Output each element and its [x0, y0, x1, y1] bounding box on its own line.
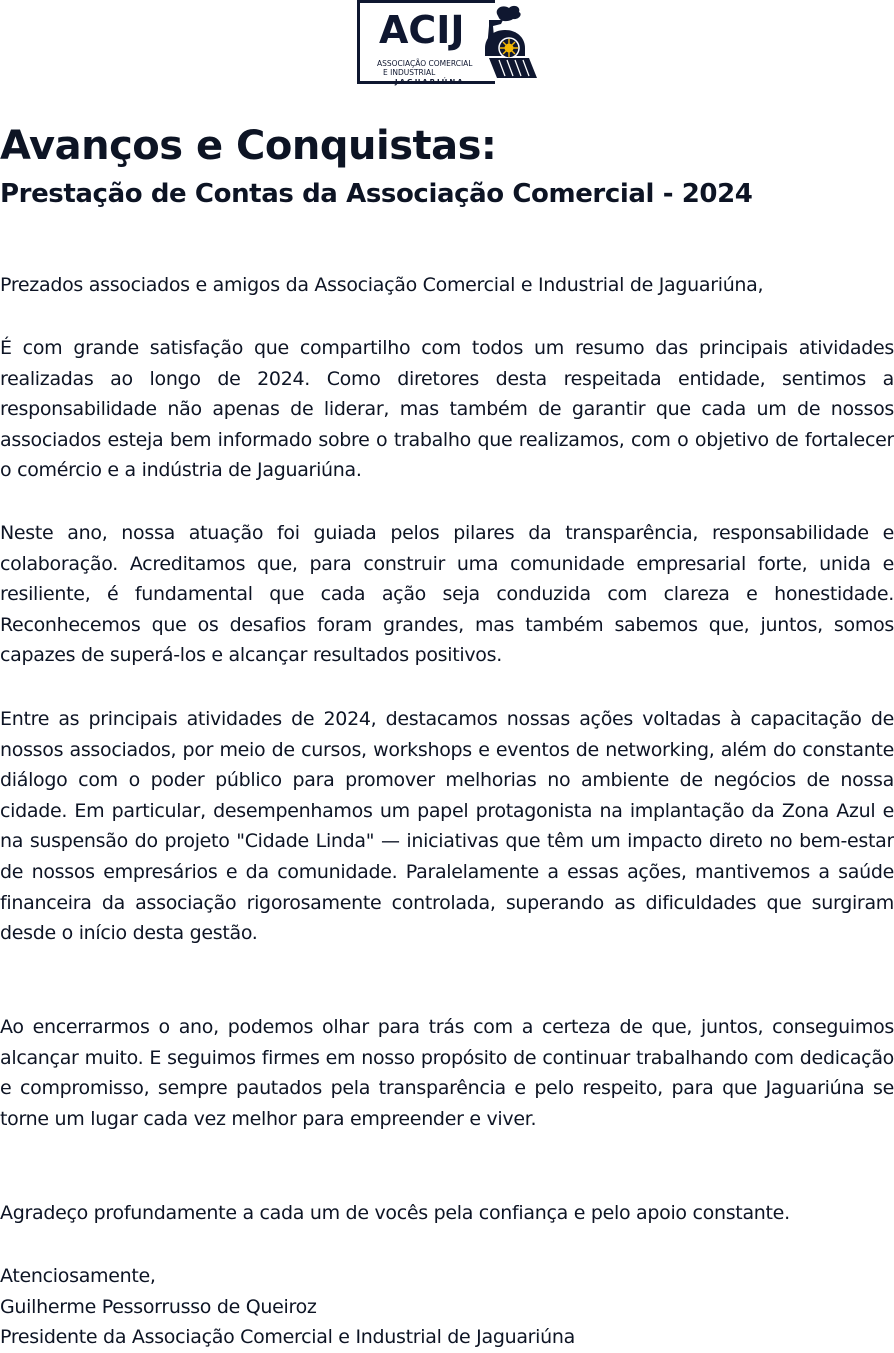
paragraph-2: Neste ano, nossa atuação foi guiada pelos pilares da transparência, responsabilidade e colaboração. Acreditamos que, para construir uma comunidade empresarial forte, unida e resiliente, é fundamental que cada ação seja conduzida com clareza e honestidade. Reconhecemos que os desafios foram grandes, mas também sabemos que, juntos, somos capazes de superá-los e alcançar resultados positivos.	[0, 522, 894, 667]
logo-name: ACIJ	[379, 8, 465, 52]
signer-role: Presidente da Associação Comercial e Industrial de Jaguariúna	[0, 1326, 575, 1349]
paragraph-1: É com grande satisfação que compartilho com todos um resumo das principais atividades realizadas ao longo de 2024. Como diretores desta respeitada entidade, sentimos a responsabilidade não apenas de liderar, mas também de garantir que cada um de nossos associados esteja bem informado sobre o trabalho que realizamos, com o objetivo de fortalecer o comércio e a indústria de Jaguariúna.	[0, 337, 894, 482]
letter-salutation: Prezados associados e amigos da Associação Comercial e Industrial de Jaguariúna,	[0, 274, 764, 296]
page-title: Avanços e Conquistas:	[0, 123, 497, 169]
signature-block	[0, 1261, 575, 1353]
logo-line-2: E INDUSTRIAL	[383, 68, 436, 77]
logo-line-1: ASSOCIAÇÃO COMERCIAL	[377, 59, 473, 68]
signer-name: Guilherme Pessorrusso de Queiroz	[0, 1295, 317, 1318]
train-icon	[479, 4, 539, 82]
page-subtitle: Prestação de Contas da Associação Comercial - 2024	[0, 179, 753, 209]
paragraph-4: Ao encerrarmos o ano, podemos olhar para trás com a certeza de que, juntos, conseguimos alcançar muito. E seguimos firmes em nosso propósito de continuar trabalhando com dedicação e compromisso, sempre pautados pela transparência e pelo respeito, para que Jaguariúna se torne um lugar cada vez melhor para empreender e viver.	[0, 1016, 894, 1130]
logo-line-3: JAGUARIÚNA	[395, 78, 465, 86]
paragraph-5: Agradeço profundamente a cada um de vocês pela confiança e pelo apoio constante.	[0, 1202, 790, 1224]
paragraph-3: Entre as principais atividades de 2024, destacamos nossas ações voltadas à capacitação de nossos associados, por meio de cursos, workshops e eventos de networking, além do constante diálogo com o poder público para promover melhorias no ambiente de negócios de nossa cidade. Em particular, desempenhamos um papel protagonista na implantação da Zona Azul e na suspensão do projeto "Cidade Linda" — iniciativas que têm um impacto direto no bem-estar de nossos empresários e da comunidade. Paralelamente a essas ações, mantivemos a saúde financeira da associação rigorosamente controlada, superando as dificuldades que surgiram desde o início desta gestão.	[0, 708, 894, 945]
acij-logo	[357, 0, 539, 92]
closing-line: Atenciosamente,	[0, 1265, 156, 1287]
